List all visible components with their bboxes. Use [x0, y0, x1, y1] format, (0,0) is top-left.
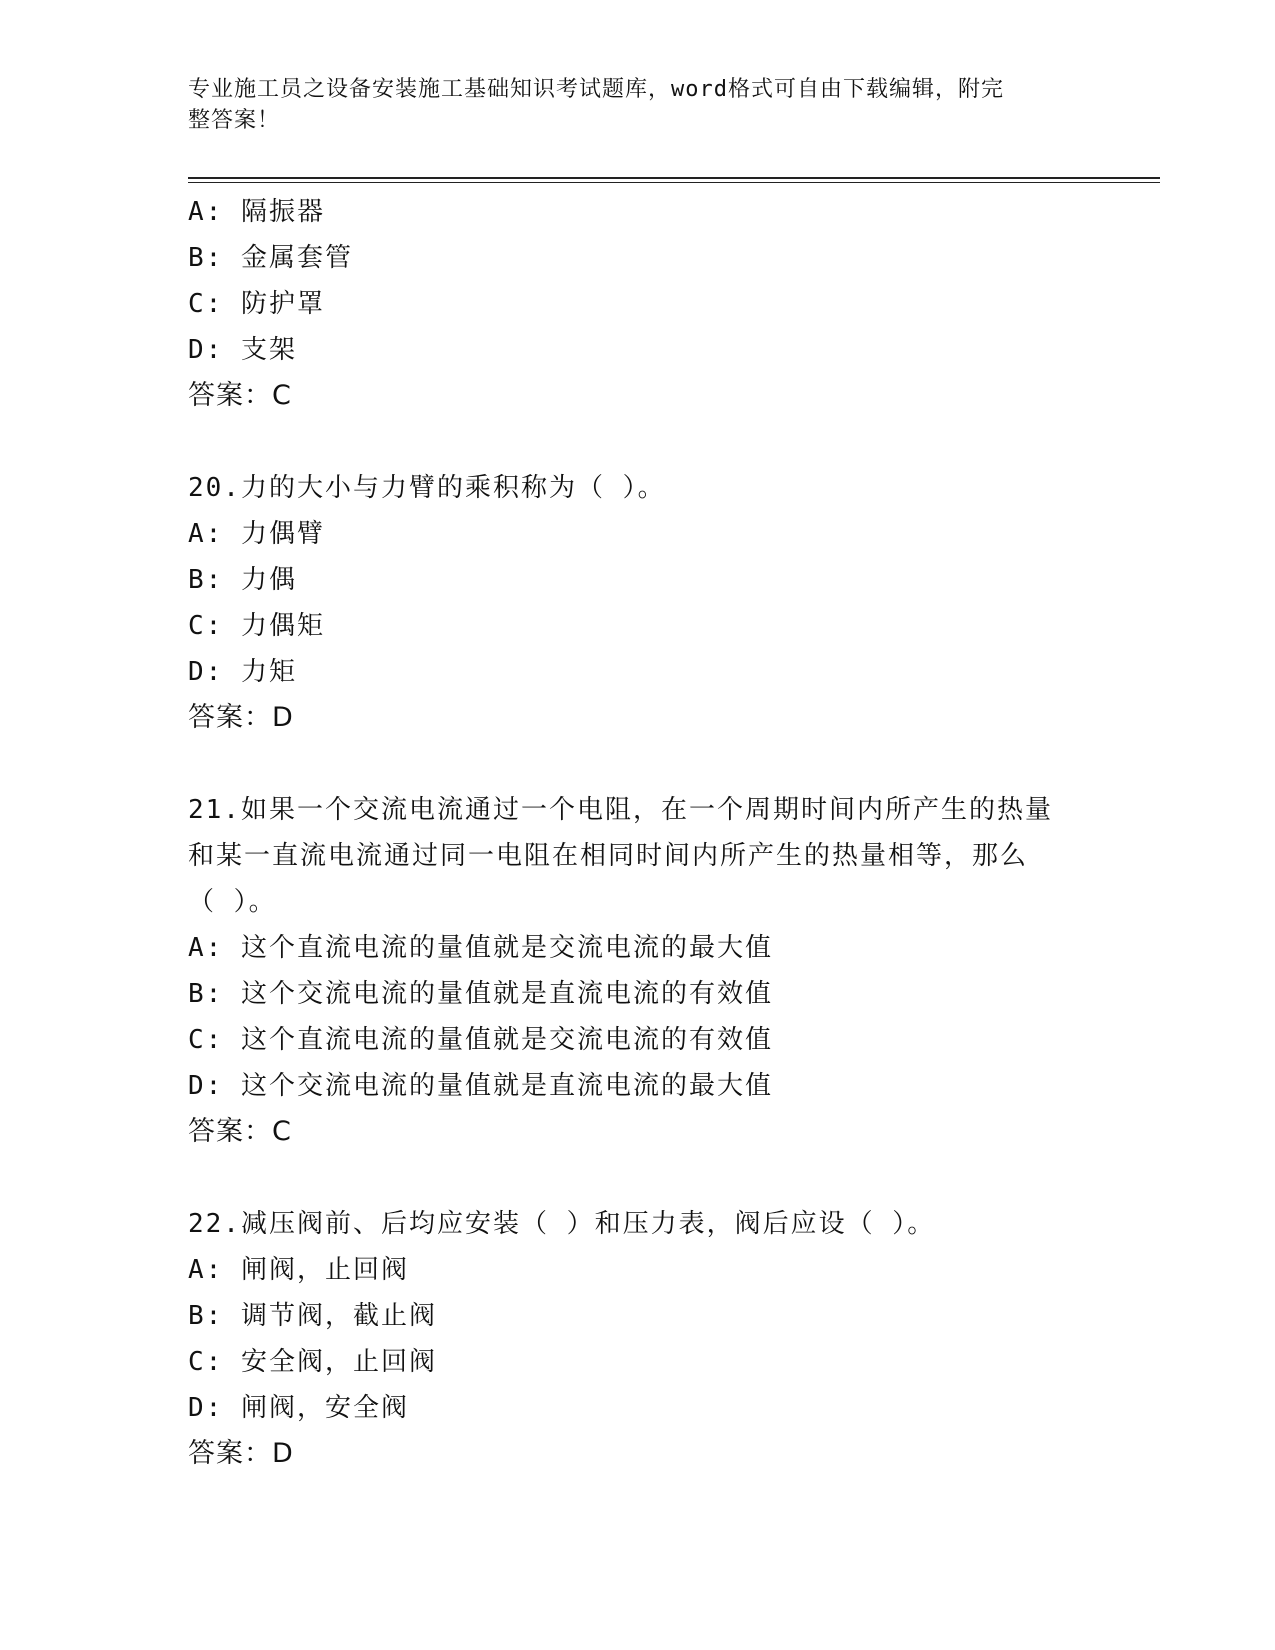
option-d: D: 闸阀，安全阀: [188, 1393, 409, 1423]
question-gap: [188, 1155, 1088, 1201]
option-a: A: 隔振器: [188, 197, 325, 227]
question-stem-line-3: （ ）。: [188, 887, 277, 917]
question-gap: [188, 419, 1088, 465]
option-b: B: 这个交流电流的量值就是直流电流的有效值: [188, 979, 773, 1009]
question-stem-line-1: 21.如果一个交流电流通过一个电阻，在一个周期时间内所产生的热量: [188, 795, 1053, 825]
header-divider-thin: [188, 182, 1160, 183]
option-a: A: 闸阀，止回阀: [188, 1255, 409, 1285]
question-gap: [188, 741, 1088, 787]
answer-line: 答案：D: [188, 1438, 294, 1469]
document-header: [188, 74, 1068, 136]
option-d: D: 力矩: [188, 657, 297, 687]
header-divider-thick: [188, 177, 1160, 179]
header-line-1: 专业施工员之设备安装施工基础知识考试题库，word格式可自由下载编辑，附完: [188, 77, 1004, 102]
answer-line: 答案：C: [188, 1116, 292, 1147]
answer-line: 答案：D: [188, 702, 294, 733]
option-c: C: 力偶矩: [188, 611, 325, 641]
question-list: [188, 189, 1088, 1477]
answer-line: 答案：C: [188, 380, 292, 411]
question-22: [188, 1201, 1088, 1477]
question-21: [188, 787, 1088, 1155]
question-stem-line-2: 和某一直流电流通过同一电阻在相同时间内所产生的热量相等，那么: [188, 841, 1029, 871]
option-d: D: 这个交流电流的量值就是直流电流的最大值: [188, 1071, 773, 1101]
question-stem: 20.力的大小与力臂的乘积称为（ ）。: [188, 473, 666, 503]
option-b: B: 调节阀，截止阀: [188, 1301, 437, 1331]
header-line-2: 整答案！: [188, 108, 281, 133]
option-a: A: 力偶臂: [188, 519, 325, 549]
option-d: D: 支架: [188, 335, 297, 365]
option-c: C: 这个直流电流的量值就是交流电流的有效值: [188, 1025, 773, 1055]
question-19: [188, 189, 1088, 419]
option-a: A: 这个直流电流的量值就是交流电流的最大值: [188, 933, 773, 963]
question-20: [188, 465, 1088, 741]
option-b: B: 力偶: [188, 565, 297, 595]
question-stem: 22.减压阀前、后均应安装（ ）和压力表，阀后应设（ ）。: [188, 1209, 936, 1239]
option-b: B: 金属套管: [188, 243, 353, 273]
option-c: C: 防护罩: [188, 289, 325, 319]
option-c: C: 安全阀，止回阀: [188, 1347, 437, 1377]
